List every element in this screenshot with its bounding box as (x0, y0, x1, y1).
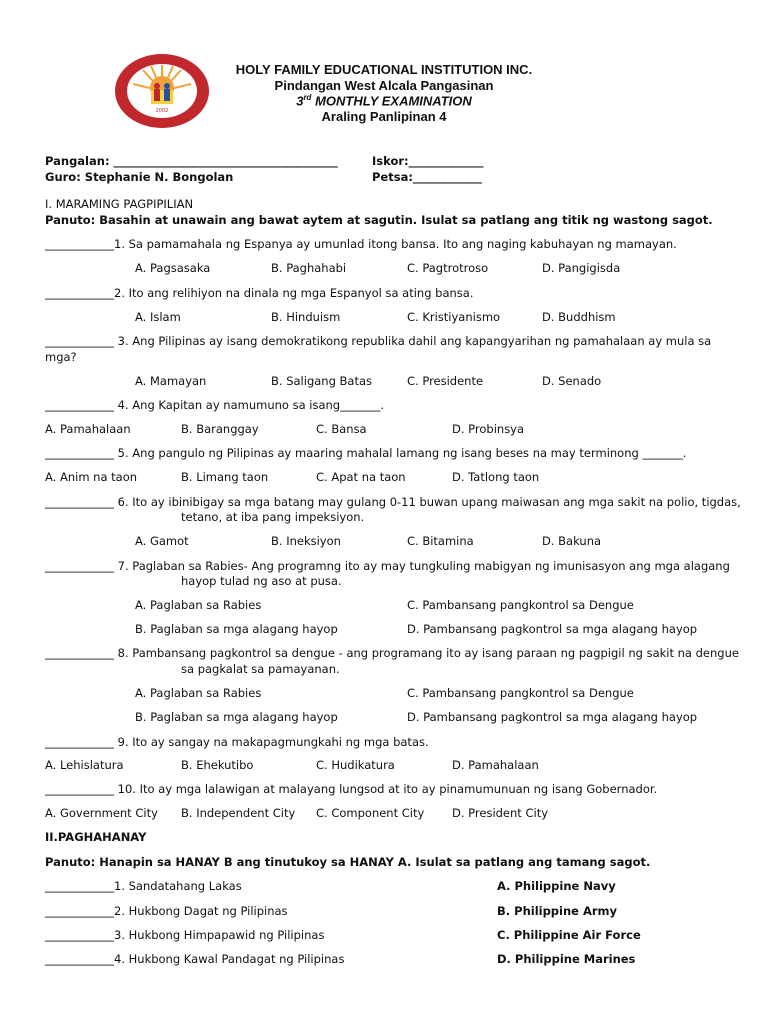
q10-choice-a: A. Government City (45, 806, 158, 820)
q6-choice-b: B. Ineksiyon (271, 534, 341, 548)
subject: Araling Panlipinan 4 (321, 109, 447, 124)
q1-choice-d: D. Pangigisda (542, 261, 621, 275)
q3-choice-a: A. Mamayan (135, 374, 207, 388)
question-4: ____________ 4. Ang Kapitan ay namumuno sa isang_______. (45, 398, 385, 412)
question-2: ____________2. Ito ang relihiyon na dinala ng mga Espanyol sa ating bansa. (45, 286, 474, 300)
exam-ordinal-suffix: rd (303, 93, 312, 102)
question-3: ____________ 3. Ang Pilipinas ay isang demokratikong republika dahil ang kapangyarihan ng pamahalaan ay mula sa (45, 334, 712, 348)
school-name: HOLY FAMILY EDUCATIONAL INSTITUTION INC. (235, 62, 533, 77)
question-8-cont: sa pagkalat sa pamayanan. (181, 662, 340, 676)
q9-choice-d: D. Pamahalaan (452, 758, 539, 772)
match-item-3: ____________3. Hukbong Himpapawid ng Pilipinas (45, 928, 325, 942)
q3-choice-c: C. Presidente (407, 374, 484, 388)
q4-choice-a: A. Pamahalaan (45, 422, 131, 436)
match-item-4: ____________4. Hukbong Kawal Pandagat ng Pilipinas (45, 952, 345, 966)
q10-choice-b: B. Independent City (181, 806, 296, 820)
part2-instructions: Panuto: Hanapin sa HANAY B ang tinutukoy sa HANAY A. Isulat sa patlang ang tamang sagot. (45, 855, 651, 869)
q5-choice-a: A. Anim na taon (45, 470, 138, 484)
match-option-a: A. Philippine Navy (497, 879, 616, 893)
question-1: ____________1. Sa pamamahala ng Espanya ay umunlad itong bansa. Ito ang naging kabuhayan ng mamayan. (45, 237, 677, 251)
q8-choice-a: A. Paglaban sa Rabies (135, 686, 262, 700)
q5-choice-d: D. Tatlong taon (452, 470, 540, 484)
q6-choice-a: A. Gamot (135, 534, 189, 548)
question-3-cont: mga? (45, 350, 77, 364)
q8-choice-c: C. Pambansang pangkontrol sa Dengue (407, 686, 634, 700)
q4-choice-c: C. Bansa (316, 422, 367, 436)
q2-choice-a: A. Islam (135, 310, 181, 324)
q2-choice-d: D. Buddhism (542, 310, 616, 324)
q6-choice-d: D. Bakuna (542, 534, 602, 548)
q7-choice-b: B. Paglaban sa mga alagang hayop (135, 622, 338, 636)
match-item-2: ____________2. Hukbong Dagat ng Pilipinas (45, 904, 288, 918)
q9-choice-b: B. Ehekutibo (181, 758, 254, 772)
q8-choice-b: B. Paglaban sa mga alagang hayop (135, 710, 338, 724)
question-10: ____________ 10. Ito ay mga lalawigan at malayang lungsod at ito ay pinamumunuan ng isang Gobernador. (45, 782, 658, 796)
name-field[interactable]: Pangalan: _______________________________________ (45, 154, 338, 168)
q2-choice-b: B. Hinduism (271, 310, 341, 324)
q7-choice-a: A. Paglaban sa Rabies (135, 598, 262, 612)
question-9: ____________ 9. Ito ay sangay na makapagmungkahi ng mga batas. (45, 735, 429, 749)
svg-text:2002: 2002 (155, 108, 169, 114)
q9-choice-c: C. Hudikatura (316, 758, 395, 772)
exam-ordinal: 3 (296, 93, 304, 109)
exam-title (0, 93, 768, 108)
q1-choice-b: B. Paghahabi (271, 261, 347, 275)
date-field[interactable]: Petsa:____________ (372, 170, 482, 184)
q5-choice-c: C. Apat na taon (316, 470, 406, 484)
match-item-1: ____________1. Sandatahang Lakas (45, 879, 242, 893)
question-6-cont: tetano, at iba pang impeksiyon. (181, 510, 365, 524)
q7-choice-c: C. Pambansang pangkontrol sa Dengue (407, 598, 634, 612)
q4-choice-d: D. Probinsya (452, 422, 525, 436)
exam-title-text: MONTHLY EXAMINATION (315, 93, 472, 109)
q6-choice-c: C. Bitamina (407, 534, 474, 548)
match-option-b: B. Philippine Army (497, 904, 618, 918)
part1-title: I. MARAMING PAGPIPILIAN (45, 197, 194, 211)
question-7-cont: hayop tulad ng aso at pusa. (181, 574, 342, 588)
match-option-d: D. Philippine Marines (497, 952, 636, 966)
question-6: ____________ 6. Ito ay ibinibigay sa mga batang may gulang 0-11 buwan upang maiwasan ang mga sakit na polio, tigdas, (45, 495, 741, 509)
school-address: Pindangan West Alcala Pangasinan (274, 78, 494, 93)
question-7: ____________ 7. Paglaban sa Rabies- Ang programng ito ay may tungkuling mabigyan ng imunisasyon ang mga alagang (45, 559, 730, 573)
part1-instructions: Panuto: Basahin at unawain ang bawat aytem at sagutin. Isulat sa patlang ang titik ng wastong sagot. (45, 213, 713, 227)
q3-choice-d: D. Senado (542, 374, 602, 388)
score-field[interactable]: Iskor:_____________ (372, 154, 484, 168)
q7-choice-d: D. Pambansang pagkontrol sa mga alagang hayop (407, 622, 698, 636)
q1-choice-c: C. Pagtrotroso (407, 261, 489, 275)
q5-choice-b: B. Limang taon (181, 470, 269, 484)
q2-choice-c: C. Kristiyanismo (407, 310, 501, 324)
q1-choice-a: A. Pagsasaka (135, 261, 211, 275)
q10-choice-d: D. President City (452, 806, 549, 820)
q10-choice-c: C. Component City (316, 806, 425, 820)
question-5: ____________ 5. Ang pangulo ng Pilipinas ay maaring mahalal lamang ng isang beses na may terminong _______. (45, 446, 687, 460)
q8-choice-d: D. Pambansang pagkontrol sa mga alagang hayop (407, 710, 698, 724)
q3-choice-b: B. Saligang Batas (271, 374, 373, 388)
teacher-label: Guro: Stephanie N. Bongolan (45, 170, 234, 184)
q9-choice-a: A. Lehislatura (45, 758, 124, 772)
part2-title: II.PAGHAHANAY (45, 830, 147, 844)
match-option-c: C. Philippine Air Force (497, 928, 641, 942)
q4-choice-b: B. Baranggay (181, 422, 259, 436)
question-8: ____________ 8. Pambansang pagkontrol sa dengue - ang programang ito ay isang paraan ng pagpigil ng sakit na dengue (45, 646, 739, 660)
